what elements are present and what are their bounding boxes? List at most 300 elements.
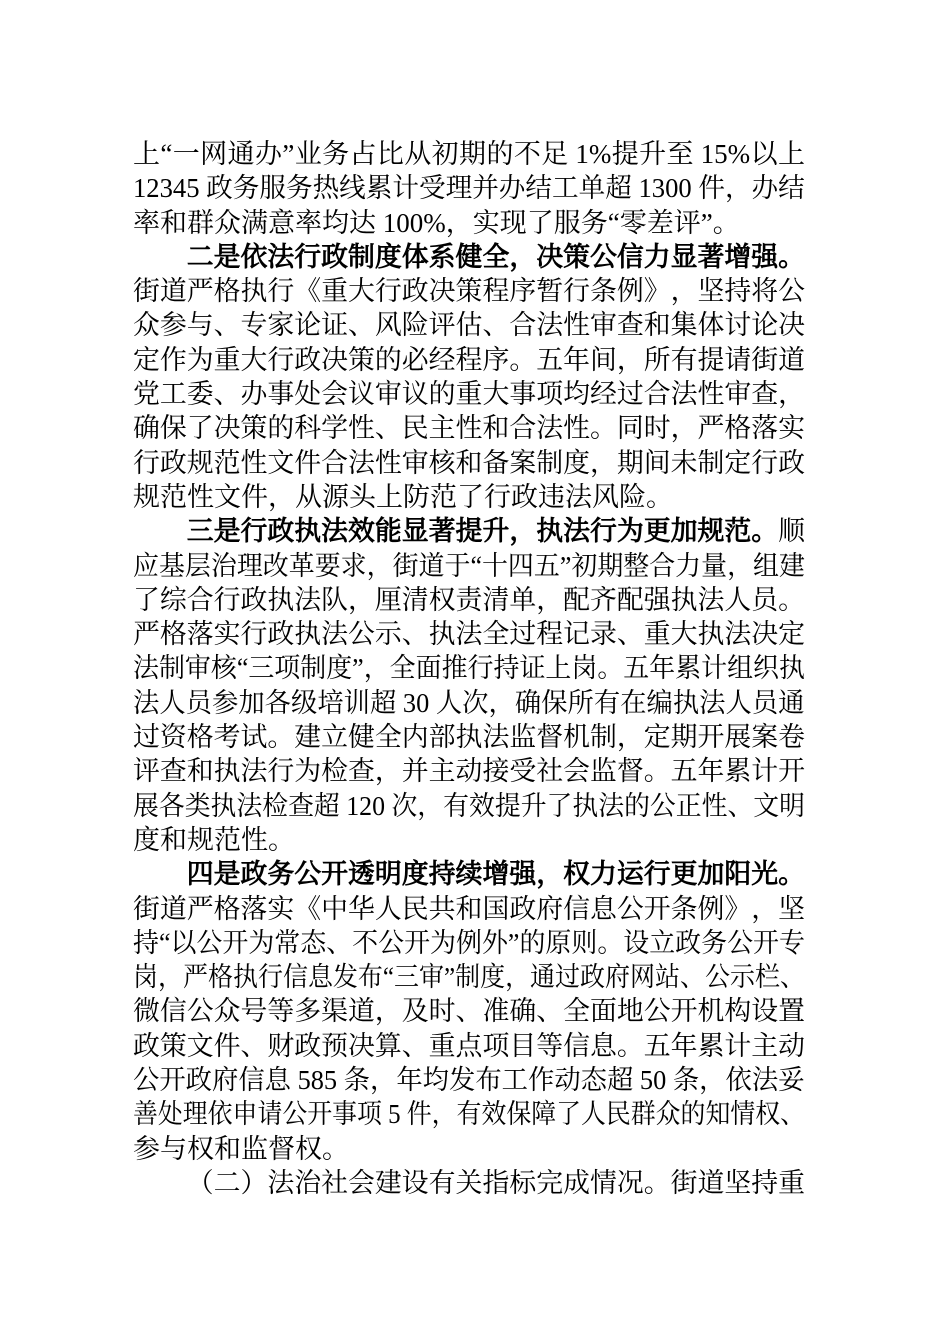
- text-segment: 行: [484, 481, 511, 512]
- text-segment: 文: [267, 447, 295, 478]
- text-segment: 累: [697, 1030, 725, 1061]
- text-segment: ，: [157, 962, 183, 993]
- text-segment: 议: [348, 379, 375, 410]
- text-segment: 和: [482, 413, 510, 444]
- text-segment: 检: [262, 790, 289, 821]
- text-segment: ”: [559, 550, 572, 581]
- text-segment: 为: [616, 516, 644, 547]
- text-segment: 主: [428, 756, 456, 787]
- text-segment: 计: [701, 653, 728, 684]
- text-segment: 策: [240, 413, 268, 444]
- text-segment: 为: [430, 927, 457, 958]
- text-segment: 经: [428, 344, 456, 375]
- text-segment: 人: [581, 1099, 606, 1130]
- text-segment: ，: [670, 276, 698, 307]
- text-segment: 从: [295, 481, 322, 512]
- text-segment: 件: [698, 173, 725, 204]
- text-segment: 录: [589, 619, 617, 650]
- text-segment: 情: [730, 1099, 756, 1130]
- text-segment: 政: [159, 447, 187, 478]
- text-segment: 计: [392, 173, 419, 204]
- text-segment: 100%: [376, 207, 446, 238]
- text-segment: 员: [751, 687, 779, 718]
- text-segment: 在: [620, 687, 647, 718]
- text-segment: 格: [207, 962, 233, 993]
- text-segment: 众: [655, 1099, 681, 1130]
- text-segment: 执: [572, 790, 599, 821]
- text-segment: 件: [406, 1099, 432, 1130]
- text-segment: 息: [589, 1030, 617, 1061]
- text-segment: 法: [294, 584, 322, 615]
- text-segment: 卷: [778, 722, 805, 753]
- text-segment: 评: [673, 207, 701, 238]
- text-segment: 办: [240, 379, 268, 410]
- text-segment: 风: [592, 481, 619, 512]
- text-segment: 社: [321, 1167, 349, 1198]
- text-segment: 制: [158, 653, 185, 684]
- text-segment: 初: [431, 139, 459, 169]
- text-segment: 务: [285, 173, 313, 204]
- text-segment: 的: [680, 1099, 706, 1130]
- text-segment: 增: [724, 241, 752, 272]
- text-segment: 参: [212, 687, 239, 718]
- text-segment: 理: [445, 173, 473, 204]
- text-segment: 开: [697, 722, 725, 753]
- text-segment: 5: [381, 1099, 407, 1130]
- text-segment: ，: [417, 790, 444, 821]
- text-segment: ，: [374, 756, 402, 787]
- text-segment: 原: [545, 927, 572, 958]
- text-segment: 政: [778, 447, 805, 478]
- text-segment: ，: [505, 962, 531, 993]
- text-segment: 、: [326, 927, 353, 958]
- text-segment: 计: [751, 756, 779, 787]
- text-segment: 了: [457, 481, 484, 512]
- text-segment: 和: [214, 1133, 241, 1164]
- text-segment: 通: [227, 139, 255, 169]
- text-segment: 明: [374, 859, 402, 890]
- text-segment: 健: [348, 722, 375, 753]
- text-segment: 政: [185, 1065, 213, 1096]
- text-segment: 是: [213, 516, 241, 547]
- text-segment: 权: [755, 1099, 781, 1130]
- text-segment: 科: [294, 413, 322, 444]
- text-line: [133, 206, 805, 240]
- text-segment: 、: [401, 619, 429, 650]
- text-segment: 督: [536, 722, 564, 753]
- text-segment: 规: [187, 824, 214, 855]
- text-segment: 持: [428, 859, 456, 890]
- text-segment: 妥: [778, 1065, 805, 1096]
- text-segment: 制: [300, 653, 327, 684]
- text-segment: 法: [699, 687, 726, 718]
- text-segment: 人: [374, 893, 402, 924]
- text-segment: “: [158, 927, 171, 958]
- text-line: [133, 446, 805, 480]
- text-segment: 务: [701, 927, 728, 958]
- text-segment: 年: [670, 1030, 698, 1061]
- text-segment: ，: [616, 344, 644, 375]
- text-segment: 政: [240, 584, 268, 615]
- text-segment: 执: [697, 619, 725, 650]
- text-segment: 不: [513, 139, 541, 169]
- text-segment: 网: [200, 139, 228, 169]
- text-segment: 实: [472, 207, 500, 238]
- text-segment: ”: [700, 207, 713, 238]
- text-line: [133, 583, 805, 617]
- text-line: [133, 240, 805, 274]
- text-segment: 法: [267, 241, 295, 272]
- text-segment: 态: [580, 1065, 608, 1096]
- text-segment: 基: [158, 550, 185, 581]
- text-segment: 法: [133, 653, 159, 684]
- text-segment: 期: [597, 550, 624, 581]
- text-segment: 建: [374, 1167, 402, 1198]
- text-segment: 了: [556, 1099, 581, 1130]
- text-segment: ，: [363, 653, 390, 684]
- text-segment: 监: [589, 756, 617, 787]
- text-line: [133, 754, 805, 788]
- text-segment: 决: [536, 241, 564, 272]
- text-segment: 、: [213, 310, 241, 341]
- text-segment: 法: [724, 619, 752, 650]
- text-segment: 年: [649, 653, 676, 684]
- text-segment: “: [236, 653, 249, 684]
- text-line: [133, 308, 805, 342]
- text-segment: 府: [536, 893, 564, 924]
- text-segment: 务: [580, 207, 608, 238]
- text-segment: 公: [133, 1065, 160, 1096]
- text-segment: 项: [357, 1099, 382, 1130]
- text-segment: 结: [778, 173, 805, 204]
- text-segment: 依: [725, 1065, 752, 1096]
- text-segment: 性: [701, 790, 728, 821]
- text-segment: 全: [482, 619, 510, 650]
- text-segment: 行: [240, 516, 268, 547]
- text-segment: 开: [307, 1099, 333, 1130]
- text-segment: 定: [643, 722, 671, 753]
- text-segment: 共: [428, 893, 456, 924]
- text-segment: 。: [597, 927, 624, 958]
- text-segment: 单: [509, 584, 537, 615]
- text-segment: 足: [541, 139, 569, 169]
- text-segment: 大: [348, 276, 375, 307]
- text-segment: 次: [391, 790, 418, 821]
- text-segment: 工: [552, 173, 579, 204]
- text-segment: 政: [240, 859, 268, 890]
- text-segment: ，: [374, 996, 402, 1027]
- text-line: [133, 926, 805, 960]
- text-segment: 有: [428, 1167, 456, 1198]
- text-segment: 热: [312, 173, 340, 204]
- text-segment: 体: [401, 241, 429, 272]
- text-segment: 证: [519, 653, 546, 684]
- text-segment: ，: [488, 687, 515, 718]
- text-segment: 同: [616, 413, 644, 444]
- text-segment: ”: [352, 653, 364, 684]
- text-segment: 核: [428, 447, 456, 478]
- text-segment: 确: [509, 996, 537, 1027]
- text-segment: 会: [563, 756, 590, 787]
- text-segment: ，: [509, 516, 537, 547]
- text-segment: 为: [248, 927, 275, 958]
- text-segment: 治: [210, 550, 237, 581]
- text-segment: 面: [415, 653, 442, 684]
- text-segment: 通: [778, 687, 805, 718]
- text-segment: 级: [291, 687, 318, 718]
- text-segment: 超: [313, 790, 340, 821]
- text-segment: 满: [241, 207, 268, 238]
- text-segment: 织: [753, 653, 780, 684]
- text-segment: 备: [482, 447, 510, 478]
- text-segment: 成: [563, 1167, 590, 1198]
- text-segment: 评: [133, 756, 160, 787]
- text-segment: 部: [428, 722, 456, 753]
- text-segment: 示: [374, 619, 402, 650]
- text-segment: 整: [623, 550, 650, 581]
- text-segment: 行: [267, 276, 295, 307]
- text-segment: 理: [236, 550, 263, 581]
- text-segment: 的: [428, 379, 456, 410]
- text-segment: 重: [778, 1167, 805, 1198]
- text-segment: 建: [294, 722, 322, 753]
- text-segment: 善: [133, 1099, 158, 1130]
- text-segment: 1300: [631, 173, 699, 204]
- text-segment: 著: [697, 241, 725, 272]
- text-line: [133, 1132, 805, 1166]
- text-segment: “: [382, 962, 395, 993]
- text-segment: 升: [520, 790, 547, 821]
- text-segment: 严: [182, 962, 208, 993]
- text-segment: 执: [240, 276, 268, 307]
- text-segment: 落: [186, 619, 214, 650]
- text-segment: 度: [563, 447, 590, 478]
- text-segment: 开: [753, 927, 780, 958]
- text-segment: 实: [213, 619, 241, 650]
- text-segment: 开: [404, 927, 431, 958]
- text-segment: 查: [159, 756, 187, 787]
- text-segment: 、: [482, 310, 510, 341]
- text-segment: 预: [321, 1030, 349, 1061]
- text-segment: 防: [403, 481, 430, 512]
- text-segment: 了: [186, 413, 214, 444]
- text-segment: 决: [778, 310, 805, 341]
- text-segment: 性: [241, 824, 268, 855]
- text-segment: 案: [509, 447, 537, 478]
- text-segment: 的: [519, 927, 546, 958]
- text-segment: ，: [370, 1065, 397, 1096]
- text-segment: 585: [291, 1065, 344, 1096]
- text-segment: 30: [396, 687, 436, 718]
- text-segment: 比: [376, 139, 404, 169]
- text-segment: 初: [571, 550, 598, 581]
- text-line: [133, 857, 805, 891]
- text-segment: 持: [493, 653, 520, 684]
- text-segment: 格: [213, 276, 241, 307]
- text-segment: 范: [724, 516, 752, 547]
- text-segment: 查: [288, 790, 314, 821]
- text-segment: 过: [555, 962, 581, 993]
- text-segment: 权: [295, 1133, 322, 1164]
- text-segment: 正: [675, 790, 702, 821]
- text-segment: 了: [546, 790, 573, 821]
- text-segment: 法: [751, 1065, 779, 1096]
- text-segment: 全: [374, 722, 402, 753]
- text-segment: 五: [670, 756, 698, 787]
- text-segment: 显: [401, 516, 429, 547]
- text-segment: 实: [778, 413, 805, 444]
- text-segment: 信: [616, 241, 644, 272]
- text-segment: 和: [455, 893, 483, 924]
- text-segment: 公: [643, 996, 671, 1027]
- text-segment: ，: [348, 584, 375, 615]
- text-segment: 推: [441, 653, 468, 684]
- text-segment: 定: [778, 619, 805, 650]
- text-segment: 执: [670, 584, 698, 615]
- text-segment: 信: [563, 1030, 590, 1061]
- text-segment: 等: [536, 1030, 564, 1061]
- text-segment: 所: [643, 344, 671, 375]
- text-segment: 主: [751, 1030, 779, 1061]
- text-segment: 要: [314, 550, 341, 581]
- text-segment: 透: [348, 859, 375, 890]
- text-segment: 度: [480, 962, 506, 993]
- text-segment: 行: [133, 447, 160, 478]
- text-segment: 超: [605, 173, 632, 204]
- text-segment: 审: [419, 962, 444, 993]
- text-segment: 年: [563, 344, 590, 375]
- text-segment: ，: [509, 241, 537, 272]
- text-segment: 确: [133, 413, 160, 444]
- text-segment: 强: [751, 241, 779, 272]
- text-segment: 理: [182, 1099, 208, 1130]
- text-segment: 众: [133, 310, 160, 341]
- text-segment: 障: [531, 1099, 557, 1130]
- text-segment: 政: [509, 893, 537, 924]
- text-segment: 办: [254, 139, 282, 169]
- text-segment: 息: [307, 962, 333, 993]
- text-segment: 。: [712, 207, 740, 238]
- text-segment: 是: [213, 859, 241, 890]
- text-segment: 决: [428, 276, 456, 307]
- text-segment: 和: [643, 310, 671, 341]
- text-segment: 坚: [778, 893, 805, 924]
- text-segment: 执: [213, 756, 241, 787]
- text-segment: 十: [481, 550, 508, 581]
- text-segment: 格: [213, 893, 241, 924]
- text-segment: 算: [374, 1030, 402, 1061]
- text-segment: 行: [643, 859, 671, 890]
- text-segment: 建: [779, 550, 805, 581]
- text-line: [133, 480, 805, 514]
- text-segment: 年: [697, 756, 725, 787]
- text-segment: 行: [213, 584, 241, 615]
- text-segment: 办: [751, 173, 779, 204]
- text-line: [133, 274, 805, 308]
- text-segment: 健: [455, 241, 483, 272]
- text-segment: “: [160, 139, 173, 169]
- text-segment: 源: [322, 481, 349, 512]
- text-segment: 是: [213, 241, 241, 272]
- text-segment: 加: [238, 687, 265, 718]
- text-segment: 合: [509, 413, 537, 444]
- text-segment: 累: [724, 756, 752, 787]
- text-segment: 时: [643, 413, 671, 444]
- text-segment: 政: [133, 1030, 160, 1061]
- text-segment: 法: [321, 516, 349, 547]
- text-segment: 、: [536, 996, 564, 1027]
- text-segment: 行: [751, 447, 779, 478]
- text-segment: 制: [536, 447, 564, 478]
- text-segment: 行: [563, 276, 590, 307]
- text-segment: 开: [778, 756, 805, 787]
- text-segment: 、: [213, 379, 241, 410]
- text-segment: 、: [780, 1099, 805, 1130]
- text-segment: 街: [133, 893, 160, 924]
- text-segment: 五: [536, 344, 564, 375]
- text-segment: 开: [643, 893, 671, 924]
- text-segment: 法: [236, 790, 263, 821]
- text-segment: 行: [240, 619, 268, 650]
- text-segment: 序: [482, 344, 510, 375]
- text-segment: 上: [133, 139, 160, 169]
- text-segment: 配: [616, 584, 644, 615]
- text-segment: 办: [498, 173, 526, 204]
- text-segment: 外: [481, 927, 508, 958]
- text-segment: 改: [262, 550, 289, 581]
- text-segment: 续: [455, 859, 483, 890]
- text-segment: 强: [643, 584, 671, 615]
- text-segment: 民: [401, 413, 429, 444]
- text-segment: 面: [589, 996, 617, 1027]
- text-segment: 顺: [778, 516, 805, 547]
- text-segment: 法: [536, 310, 564, 341]
- text-segment: 为: [294, 756, 322, 787]
- text-segment: 、: [779, 962, 805, 993]
- text-segment: 展: [133, 790, 159, 821]
- text-line: [133, 343, 805, 377]
- text-segment: 法: [348, 447, 375, 478]
- text-segment: 革: [288, 550, 315, 581]
- text-segment: 项: [482, 1030, 510, 1061]
- text-segment: 》: [643, 276, 671, 307]
- text-segment: 1%: [568, 139, 612, 169]
- text-segment: 的: [374, 344, 402, 375]
- text-segment: 行: [294, 241, 322, 272]
- text-segment: 将: [751, 276, 779, 307]
- text-segment: 清: [482, 584, 510, 615]
- text-segment: 三: [248, 653, 275, 684]
- text-segment: 违: [538, 481, 565, 512]
- text-segment: 息: [264, 1065, 292, 1096]
- text-segment: 重: [428, 1030, 456, 1061]
- text-segment: 严: [186, 893, 214, 924]
- text-segment: 件: [241, 481, 268, 512]
- text-segment: 务: [322, 139, 350, 169]
- text-segment: 量: [701, 550, 728, 581]
- text-segment: ，: [727, 550, 754, 581]
- text-segment: 有: [456, 1099, 482, 1130]
- text-segment: ”: [507, 927, 520, 958]
- text-segment: 程: [455, 344, 483, 375]
- text-segment: 执: [779, 653, 805, 684]
- text-segment: 效: [469, 790, 495, 821]
- text-segment: 能: [374, 516, 402, 547]
- text-segment: 道: [159, 276, 187, 307]
- text-segment: 全: [389, 653, 416, 684]
- text-segment: 策: [563, 241, 590, 272]
- text-segment: 性: [697, 379, 725, 410]
